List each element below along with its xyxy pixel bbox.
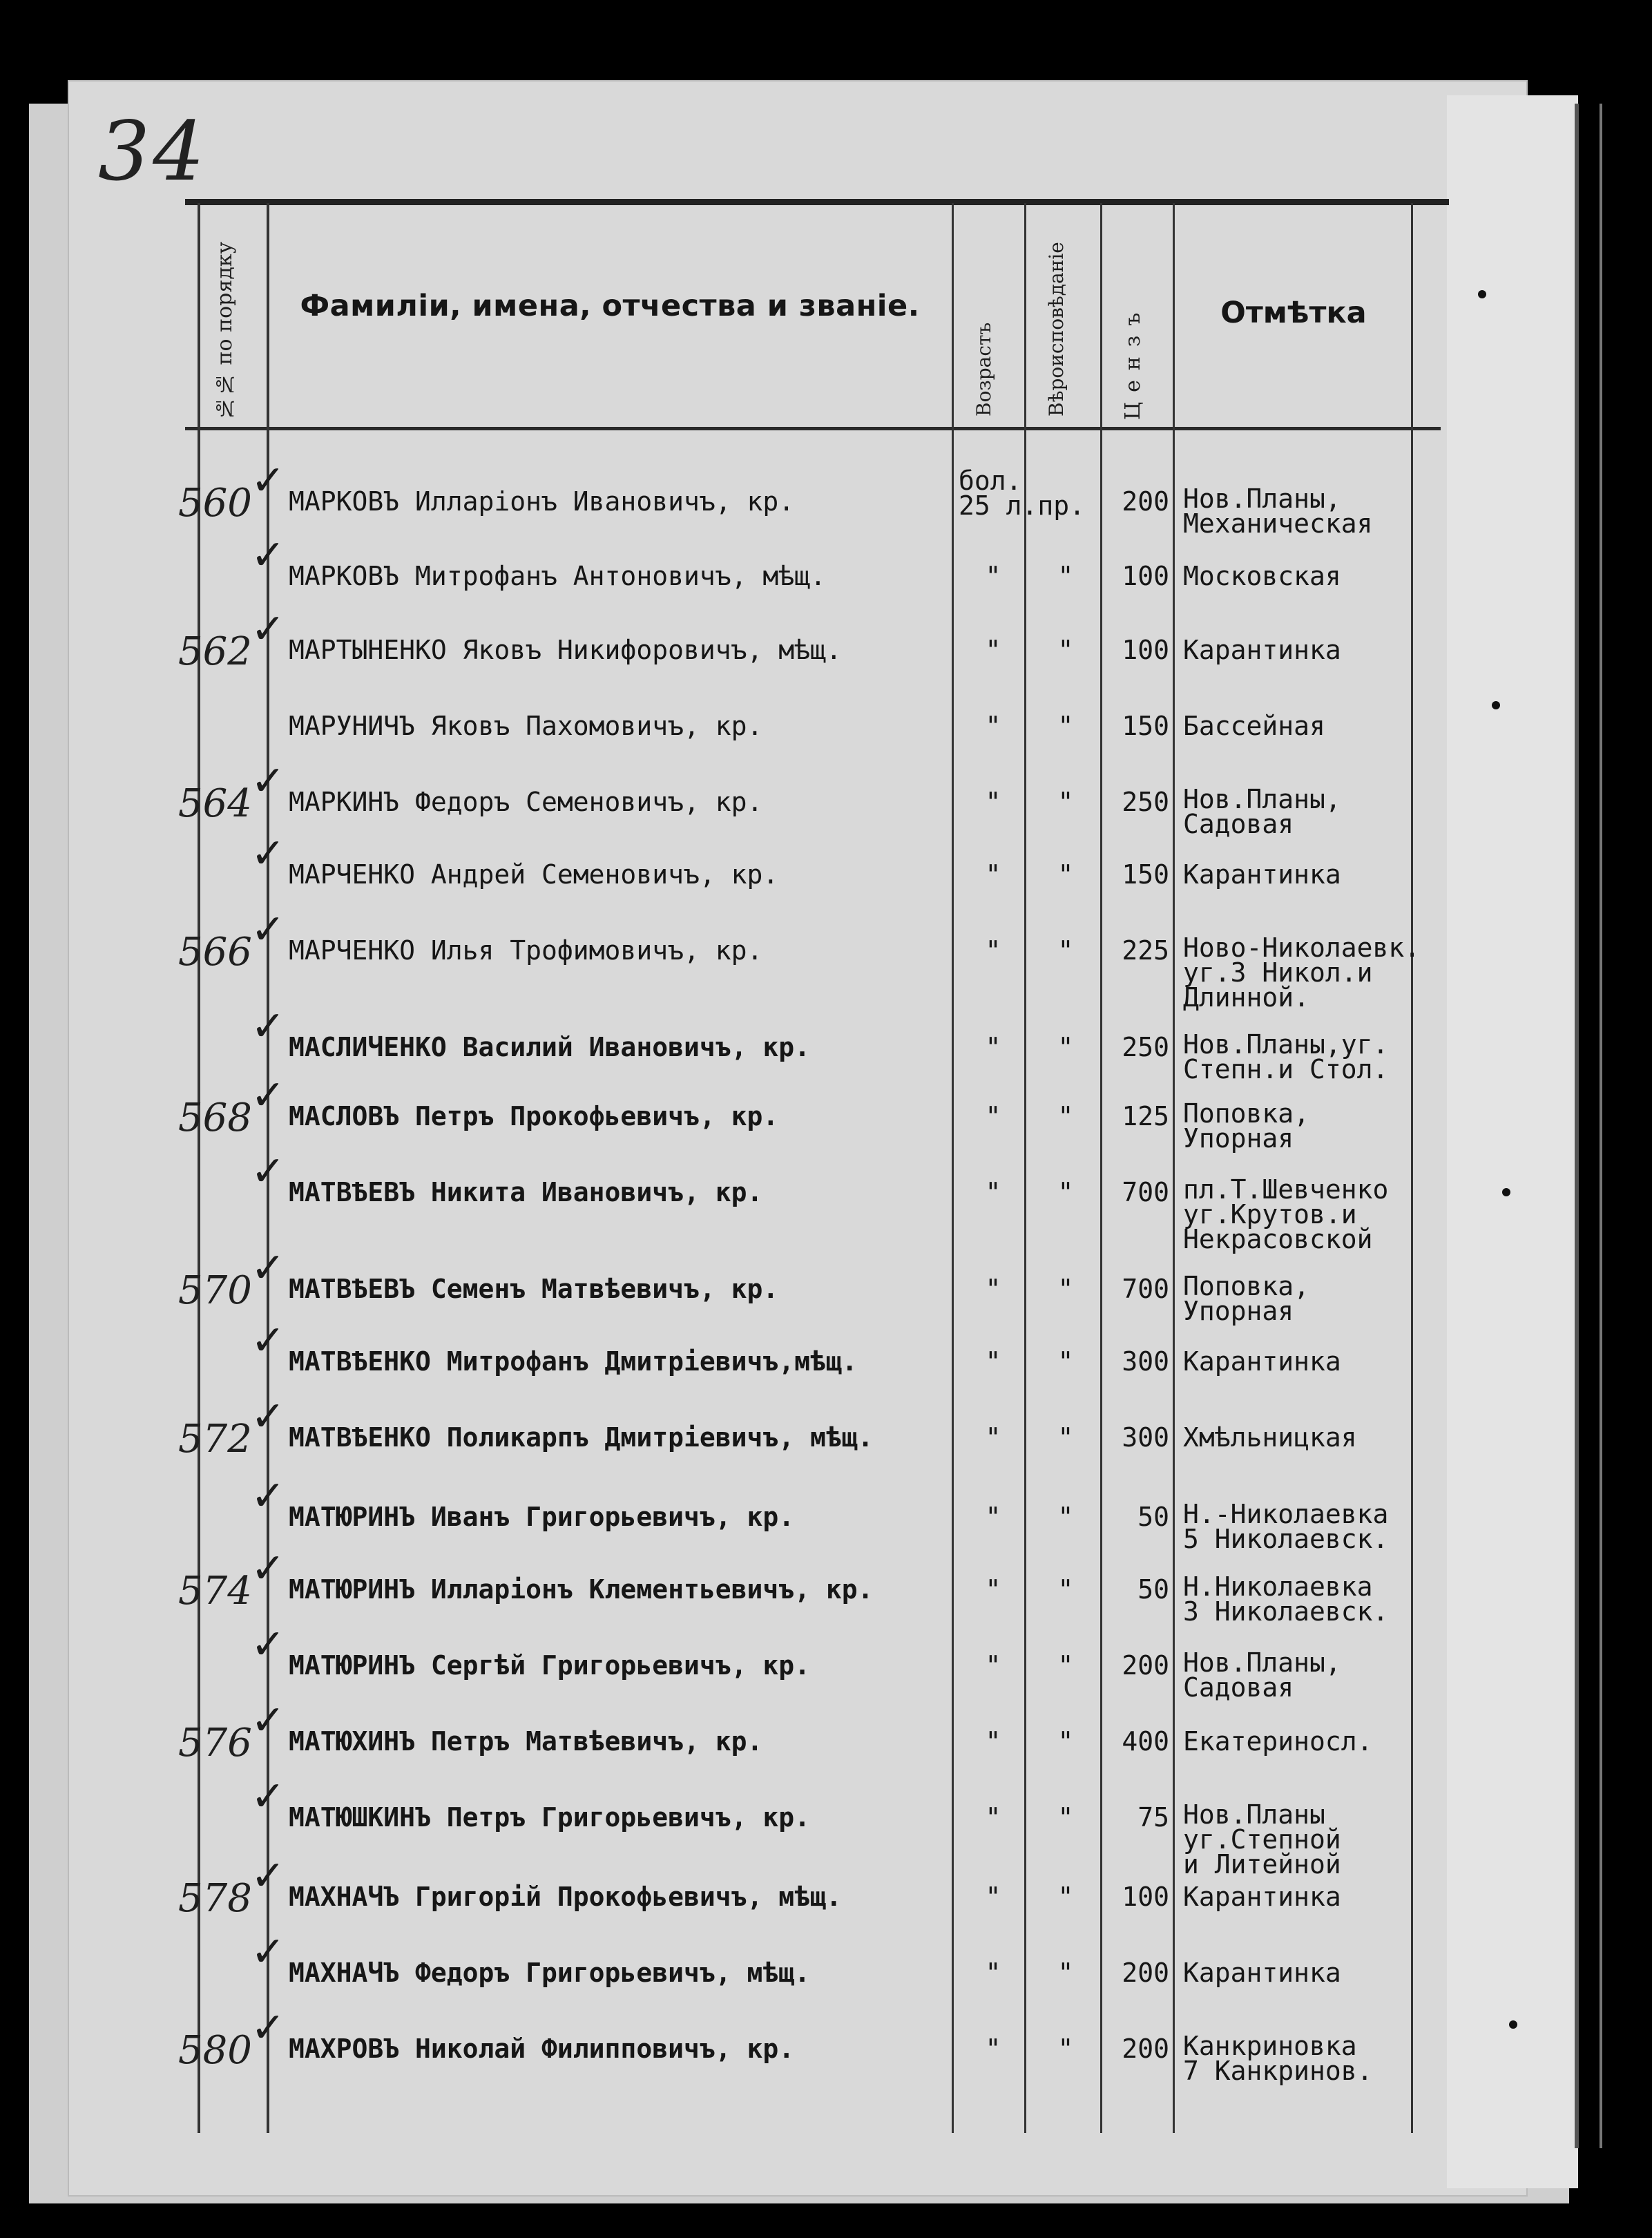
handwritten-row-number: 560 — [178, 481, 252, 526]
person-name: МАРКОВЪ Митрофанъ Антоновичъ, мѣщ. ✓ — [251, 531, 826, 591]
column-rule — [1173, 203, 1175, 2133]
address-note — [1183, 2031, 1373, 2086]
person-name: МАСЛОВЪ Петръ Прокофьевичъ, кр. ✓ — [251, 1071, 779, 1131]
header-census: Цензъ — [1121, 303, 1145, 420]
check-mark-icon: ✓ — [251, 457, 286, 505]
religion-value: " — [1057, 1032, 1074, 1062]
religion-value: " — [1057, 1274, 1074, 1304]
handwritten-row-number: 578 — [178, 1876, 252, 1921]
check-mark-icon: ✓ — [251, 1544, 286, 1593]
address-note — [1183, 1346, 1341, 1377]
census-value: 200 — [1122, 1650, 1169, 1681]
address-note — [1183, 1571, 1389, 1627]
census-value: 150 — [1122, 859, 1169, 890]
header-religion: Вѣроисповѣданiе — [1045, 242, 1068, 417]
handwritten-row-number: 576 — [178, 1721, 252, 1766]
check-mark-icon: ✓ — [251, 1071, 286, 1120]
person-name: МАТЮХИНЪ Петръ Матвѣевичъ, кр. ✓ — [251, 1696, 763, 1757]
person-name: МАРТЫНЕНКО Яковъ Никифоровичъ, мѣщ. ✓ — [251, 605, 842, 665]
address-note — [1183, 1271, 1310, 1326]
handwritten-row-number: 570 — [178, 1268, 252, 1313]
check-mark-icon: ✓ — [251, 906, 286, 954]
check-mark-icon: ✓ — [251, 1393, 286, 1441]
religion-value: " — [1057, 635, 1074, 665]
check-mark-icon: ✓ — [251, 1696, 286, 1745]
census-value: 250 — [1122, 1032, 1169, 1062]
person-name: МАРУНИЧЪ Яковъ Пахомовичъ, кр. — [289, 711, 763, 741]
census-value: 225 — [1122, 935, 1169, 966]
address-line: 3 Николаевск. — [1183, 1596, 1389, 1627]
person-name: МАТВѢЕВЪ Никита Ивановичъ, кр. ✓ — [251, 1147, 763, 1207]
address-note — [1183, 635, 1341, 665]
column-rule — [1411, 203, 1413, 2133]
religion-value: " — [1057, 935, 1074, 966]
census-value: 300 — [1122, 1422, 1169, 1453]
age-value: бол. 25 л.пр. — [959, 466, 1086, 521]
address-line: Карантинка — [1183, 1958, 1341, 1988]
check-mark-icon: ✓ — [251, 1928, 286, 1976]
age-value: " — [985, 561, 1001, 591]
person-name: МАХНАЧЪ Федоръ Григорьевичъ, мѣщ. ✓ — [251, 1928, 810, 1988]
religion-value: " — [1057, 1502, 1074, 1532]
person-name: МАТВѢЕНКО Поликарпъ Дмитрiевичъ, мѣщ. ✓ — [251, 1393, 874, 1453]
ink-speck — [1509, 2020, 1517, 2029]
age-value: " — [985, 1574, 1001, 1605]
address-note — [1183, 1958, 1341, 1988]
table-top-rule — [185, 199, 1449, 205]
address-note — [1183, 1029, 1389, 1084]
ink-speck — [1492, 701, 1500, 709]
religion-value: " — [1057, 1802, 1074, 1833]
address-line: Нов.Планы, — [1183, 484, 1341, 514]
check-mark-icon: ✓ — [251, 1472, 286, 1520]
column-rule — [952, 203, 954, 2133]
person-name: МАТЮШКИНЪ Петръ Григорьевичъ, кр. ✓ — [251, 1772, 810, 1833]
address-note — [1183, 1882, 1341, 1912]
religion-value: " — [1057, 711, 1074, 741]
religion-value: " — [1057, 787, 1074, 817]
register-table — [178, 199, 1483, 2133]
handwritten-row-number: 564 — [178, 781, 252, 826]
address-line: и Литейной — [1183, 1849, 1341, 1880]
address-line: Поповка, — [1183, 1098, 1310, 1129]
address-line: Карантинка — [1183, 1882, 1341, 1912]
religion-value: " — [1057, 1650, 1074, 1681]
ink-speck — [1502, 1188, 1510, 1196]
address-line: Московская — [1183, 561, 1341, 591]
address-line: Механическая — [1183, 508, 1373, 539]
address-line: Канкриновка — [1183, 2031, 1357, 2061]
age-value: " — [985, 1882, 1001, 1912]
check-mark-icon: ✓ — [251, 1244, 286, 1292]
age-value: " — [985, 1802, 1001, 1833]
header-mark: Отмѣтка — [1220, 296, 1367, 330]
check-mark-icon: ✓ — [251, 531, 286, 580]
age-value: " — [985, 787, 1001, 817]
age-value: " — [985, 2034, 1001, 2064]
age-value: " — [985, 859, 1001, 890]
address-note — [1183, 1726, 1373, 1757]
handwritten-row-number: 568 — [178, 1096, 252, 1140]
address-line: Некрасовской — [1183, 1224, 1373, 1254]
religion-value: " — [1057, 859, 1074, 890]
address-note — [1183, 561, 1341, 591]
census-value: 700 — [1122, 1274, 1169, 1304]
address-line: Нов.Планы — [1183, 1799, 1325, 1830]
check-mark-icon: ✓ — [251, 605, 286, 653]
address-line: уг.Крутов.и — [1183, 1199, 1357, 1230]
age-value: " — [985, 1032, 1001, 1062]
age-value: " — [985, 935, 1001, 966]
religion-value: " — [1057, 1882, 1074, 1912]
age-value: " — [985, 1422, 1001, 1453]
age-value: " — [985, 1274, 1001, 1304]
age-value: " — [985, 1502, 1001, 1532]
age-value: " — [985, 635, 1001, 665]
census-value: 200 — [1122, 486, 1169, 517]
address-line: Карантинка — [1183, 1346, 1341, 1377]
address-line: Карантинка — [1183, 635, 1341, 665]
age-value: " — [985, 1958, 1001, 1988]
address-line: Нов.Планы, — [1183, 1647, 1341, 1678]
religion-value: " — [1057, 1422, 1074, 1453]
census-value: 300 — [1122, 1346, 1169, 1377]
address-line: Поповка, — [1183, 1271, 1310, 1301]
check-mark-icon: ✓ — [251, 830, 286, 878]
address-line: Упорная — [1183, 1123, 1294, 1154]
person-name: МАТВѢЕНКО Митрофанъ Дмитрiевичъ,мѣщ. ✓ — [251, 1317, 858, 1377]
check-mark-icon: ✓ — [251, 1147, 286, 1196]
header-bottom-rule — [185, 427, 1441, 430]
page-number: 34 — [98, 104, 208, 199]
address-line: Степн.и Стол. — [1183, 1054, 1389, 1084]
census-value: 100 — [1122, 635, 1169, 665]
person-name: МАХНАЧЪ Григорiй Прокофьевичъ, мѣщ. ✓ — [251, 1852, 842, 1912]
check-mark-icon: ✓ — [251, 1852, 286, 1900]
person-name: МАРКИНЪ Федоръ Семеновичъ, кр. ✓ — [251, 757, 763, 817]
person-name: МАРЧЕНКО Илья Трофимовичъ, кр. ✓ — [251, 906, 763, 966]
address-note — [1183, 859, 1341, 890]
census-value: 50 — [1137, 1502, 1169, 1532]
address-note — [1183, 1647, 1341, 1703]
person-name: МАТЮРИНЪ Иванъ Григорьевичъ, кр. ✓ — [251, 1472, 795, 1532]
census-value: 125 — [1122, 1101, 1169, 1131]
address-line: Хмѣльницкая — [1183, 1422, 1357, 1453]
address-line: Н.Николаевка — [1183, 1571, 1373, 1602]
address-line: Нов.Планы, — [1183, 784, 1341, 814]
census-value: 150 — [1122, 711, 1169, 741]
age-value: " — [985, 711, 1001, 741]
census-value: 100 — [1122, 561, 1169, 591]
address-line: 7 Канкринов. — [1183, 2056, 1373, 2086]
address-line: Н.-Николаевка — [1183, 1499, 1389, 1529]
person-name: МАСЛИЧЕНКО Василий Ивановичъ, кр. ✓ — [251, 1002, 810, 1062]
address-line: Длинной. — [1183, 982, 1310, 1013]
religion-value: " — [1057, 1101, 1074, 1131]
person-name: МАРКОВЪ Илларiонъ Ивановичъ, кр. ✓ — [251, 457, 795, 517]
age-value: " — [985, 1650, 1001, 1681]
address-line: Садовая — [1183, 809, 1294, 839]
handwritten-row-number: 574 — [178, 1569, 252, 1614]
address-note — [1183, 1799, 1341, 1880]
religion-value: " — [1057, 1958, 1074, 1988]
handwritten-row-number: 566 — [178, 930, 252, 975]
header-name: Фамилiи, имена, отчества и званiе. — [300, 289, 920, 323]
age-value: " — [985, 1346, 1001, 1377]
header-number: №№ по порядку — [213, 241, 237, 420]
address-line: пл.Т.Шевченко — [1183, 1174, 1389, 1205]
census-value: 200 — [1122, 2034, 1169, 2064]
address-line: Екатериносл. — [1183, 1726, 1373, 1757]
census-value: 50 — [1137, 1574, 1169, 1605]
census-value: 200 — [1122, 1958, 1169, 1988]
address-line: 5 Николаевск. — [1183, 1524, 1389, 1554]
check-mark-icon: ✓ — [251, 1620, 286, 1669]
address-line: уг.Степной — [1183, 1824, 1341, 1855]
age-value: " — [985, 1177, 1001, 1207]
address-note — [1183, 1499, 1389, 1554]
address-line: Карантинка — [1183, 859, 1341, 890]
address-note — [1183, 1098, 1310, 1154]
address-note — [1183, 932, 1421, 1013]
age-value: " — [985, 1101, 1001, 1131]
religion-value: " — [1057, 1346, 1074, 1377]
religion-value: " — [1057, 1177, 1074, 1207]
census-value: 75 — [1137, 1802, 1169, 1833]
person-name: МАТВѢЕВЪ Семенъ Матвѣевичъ, кр. ✓ — [251, 1244, 779, 1304]
religion-value: " — [1057, 1574, 1074, 1605]
religion-value: " — [1057, 1726, 1074, 1757]
age-value: " — [985, 1726, 1001, 1757]
handwritten-row-number: 562 — [178, 629, 252, 674]
census-value: 700 — [1122, 1177, 1169, 1207]
check-mark-icon: ✓ — [251, 1317, 286, 1365]
census-value: 250 — [1122, 787, 1169, 817]
address-line: Нов.Планы,уг. — [1183, 1029, 1389, 1060]
check-mark-icon: ✓ — [251, 757, 286, 805]
person-name: МАХРОВЪ Николай Филипповичъ, кр. ✓ — [251, 2004, 795, 2064]
address-line: Садовая — [1183, 1672, 1294, 1703]
page-stack-edges — [1575, 104, 1602, 2148]
person-name: МАРЧЕНКО Андрей Семеновичъ, кр. ✓ — [251, 830, 779, 890]
address-note — [1183, 784, 1341, 839]
check-mark-icon: ✓ — [251, 1772, 286, 1821]
address-line: Ново-Николаевк. — [1183, 932, 1421, 963]
address-note — [1183, 1422, 1357, 1453]
census-value: 100 — [1122, 1882, 1169, 1912]
religion-value: " — [1057, 561, 1074, 591]
census-value: 400 — [1122, 1726, 1169, 1757]
address-line: Упорная — [1183, 1296, 1294, 1326]
person-name: МАТЮРИНЪ Илларiонъ Клементьевичъ, кр. ✓ — [251, 1544, 874, 1605]
address-note — [1183, 484, 1373, 539]
header-age: Возрастъ — [972, 322, 995, 417]
address-line: Бассейная — [1183, 711, 1325, 741]
handwritten-row-number: 572 — [178, 1417, 252, 1462]
address-line: уг.3 Никол.и — [1183, 957, 1373, 988]
ink-speck — [1478, 290, 1486, 298]
address-note — [1183, 1174, 1389, 1254]
religion-value: " — [1057, 2034, 1074, 2064]
check-mark-icon: ✓ — [251, 2004, 286, 2052]
handwritten-row-number: 580 — [178, 2028, 252, 2073]
check-mark-icon: ✓ — [251, 1002, 286, 1051]
address-note — [1183, 711, 1325, 741]
person-name: МАТЮРИНЪ Сергѣй Григорьевичъ, кр. ✓ — [251, 1620, 810, 1681]
